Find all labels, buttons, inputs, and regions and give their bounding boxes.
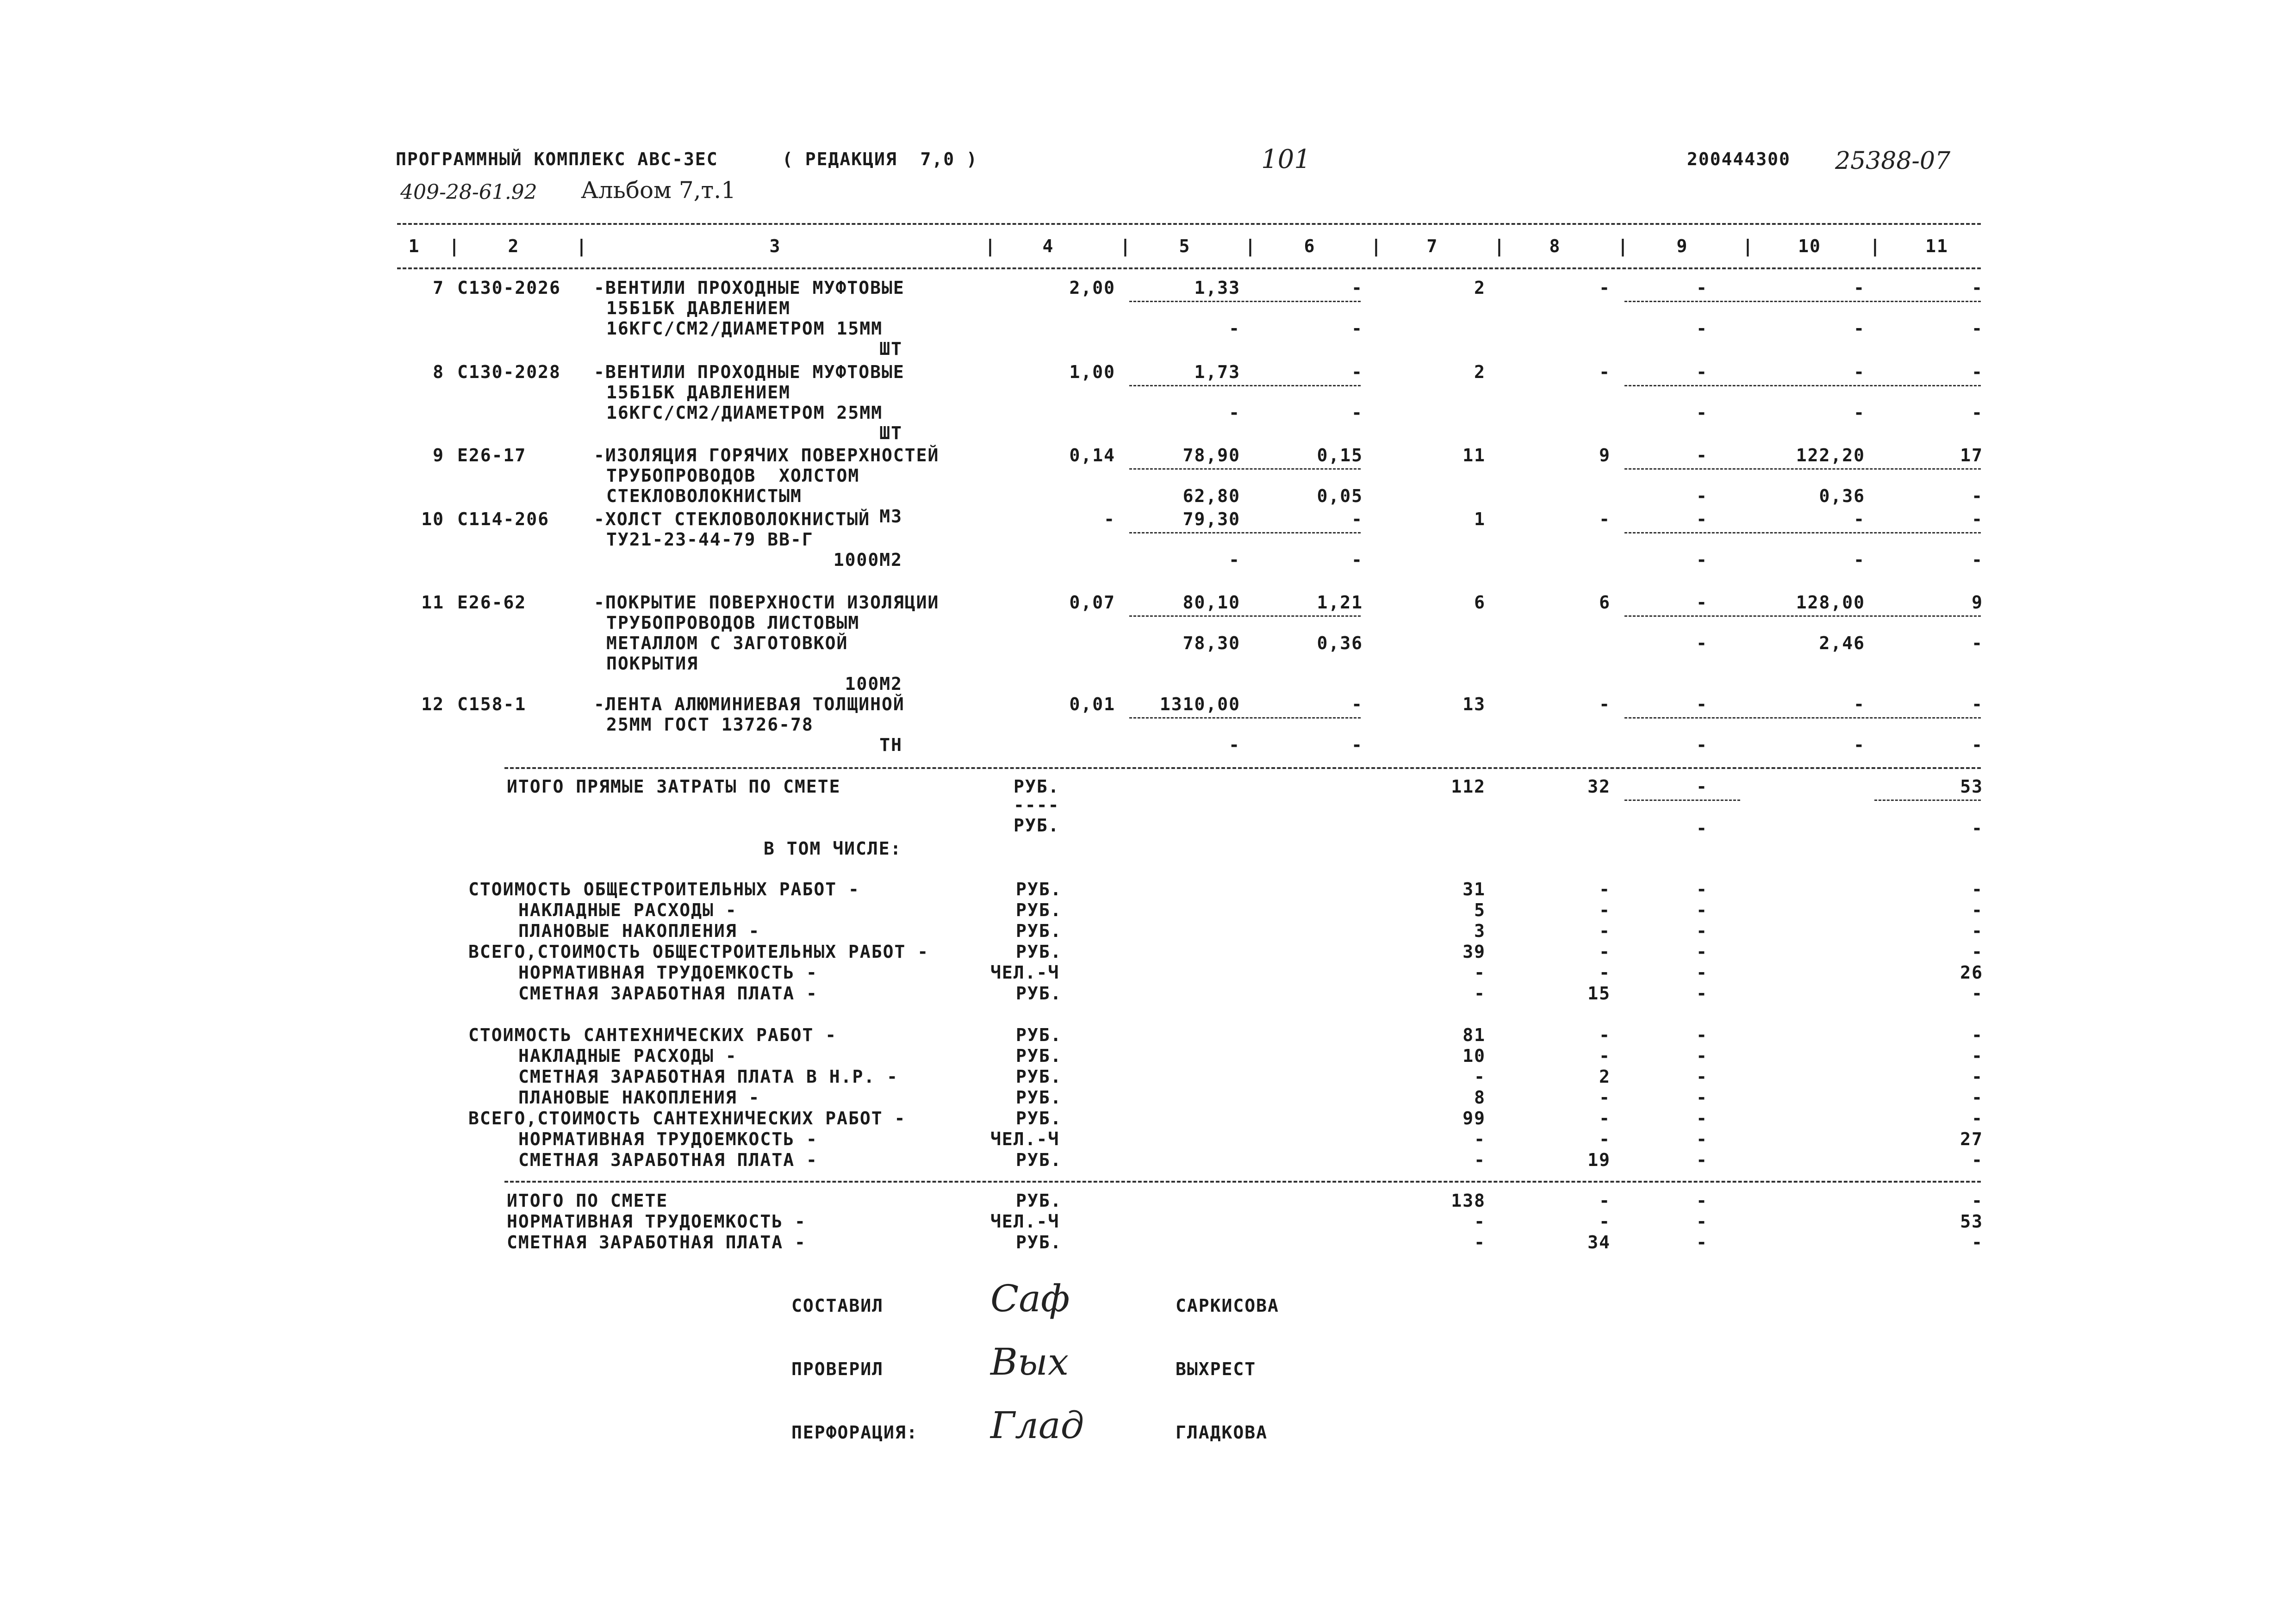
total-col11: - <box>1972 1190 1983 1211</box>
row-col11: - <box>1972 509 1983 529</box>
row-subrule <box>1129 532 1361 533</box>
direct-label: ИТОГО ПРЯМЫЕ ЗАТРАТЫ ПО СМЕТЕ <box>507 776 841 797</box>
group-line-col8: - <box>1599 1087 1611 1108</box>
group-line-unit: РУБ. <box>1016 983 1062 1004</box>
row-description: СТЕКЛОВОЛОКНИСТЫМ <box>606 486 802 506</box>
group-line-col8: - <box>1599 1108 1611 1128</box>
rule-totals <box>504 1181 1981 1183</box>
row-col9: - <box>1696 278 1708 298</box>
handwritten-signature: Глад <box>990 1404 1084 1447</box>
total-label: СМЕТНАЯ ЗАРАБОТНАЯ ПЛАТА - <box>507 1232 806 1252</box>
total-col7: - <box>1474 1211 1486 1232</box>
program-title: ПРОГРАММНЫЙ КОМПЛЕКС АВС-ЗЕС <box>396 149 718 169</box>
group-line-col11: - <box>1972 1150 1983 1170</box>
row-col7: 6 <box>1474 592 1486 613</box>
rule-direct <box>504 767 1981 769</box>
group-line-col11: - <box>1972 921 1983 941</box>
group-line-col9: - <box>1696 1087 1708 1108</box>
row-col6: 0,15 <box>1317 445 1363 465</box>
row-description: -ПОКРЫТИЕ ПОВЕРХНОСТИ ИЗОЛЯЦИИ <box>594 592 940 613</box>
page-number: 101 <box>1261 144 1311 174</box>
row-col9-sub: - <box>1696 735 1708 755</box>
row-col11-sub: - <box>1972 486 1983 506</box>
row-col6: - <box>1351 362 1363 382</box>
group-line-col8: - <box>1599 1129 1611 1149</box>
column-separator: | <box>1870 236 1881 256</box>
group-line-col9: - <box>1696 1025 1708 1045</box>
row-unit: 1000М2 <box>833 550 902 570</box>
row-col8: - <box>1599 362 1611 382</box>
row-col10: 122,20 <box>1796 445 1865 465</box>
group-line-col7: 99 <box>1462 1108 1486 1128</box>
group-line-label: СМЕТНАЯ ЗАРАБОТНАЯ ПЛАТА В Н.Р. - <box>518 1066 898 1087</box>
group-line-label: ВСЕГО,СТОИМОСТЬ ОБЩЕСТРОИТЕЛЬНЫХ РАБОТ - <box>468 942 929 962</box>
row-col7: 11 <box>1462 445 1486 465</box>
row-col10: - <box>1854 509 1865 529</box>
column-header-10: 10 <box>1798 236 1821 256</box>
group-line-col11: - <box>1972 983 1983 1004</box>
group-line-unit: РУБ. <box>1016 921 1062 941</box>
group-line-col8: - <box>1599 879 1611 899</box>
column-header-9: 9 <box>1676 236 1688 256</box>
column-separator: | <box>1494 236 1506 256</box>
direct-col9: - <box>1696 776 1708 797</box>
group-line-col8: - <box>1599 942 1611 962</box>
row-col11: - <box>1972 278 1983 298</box>
row-col9-sub: - <box>1696 550 1708 570</box>
row-col6-sub: 0,05 <box>1317 486 1363 506</box>
column-separator: | <box>576 236 588 256</box>
total-col8: 34 <box>1587 1232 1611 1252</box>
row-subrule <box>1624 532 1981 533</box>
row-col9: - <box>1696 445 1708 465</box>
group-line-col7: - <box>1474 1150 1486 1170</box>
row-col9-sub: - <box>1696 633 1708 653</box>
row-subrule <box>1624 468 1981 470</box>
total-col7: 138 <box>1451 1190 1486 1211</box>
signature-name: САРКИСОВА <box>1176 1296 1279 1316</box>
row-col9-sub: - <box>1696 318 1708 339</box>
column-separator: | <box>1742 236 1754 256</box>
row-col10-sub: - <box>1854 550 1865 570</box>
group-line-unit: РУБ. <box>1016 942 1062 962</box>
group-line-label: НОРМАТИВНАЯ ТРУДОЕМКОСТЬ - <box>518 962 818 983</box>
column-header-8: 8 <box>1549 236 1561 256</box>
group-line-unit: РУБ. <box>1016 900 1062 920</box>
row-description: 16КГС/СМ2/ДИАМЕТРОМ 15ММ <box>606 318 883 339</box>
direct-col11-sub: - <box>1972 818 1983 838</box>
row-number: 9 <box>433 445 444 465</box>
direct-col11: 53 <box>1960 776 1983 797</box>
group-line-col7: 31 <box>1462 879 1486 899</box>
row-col5: 79,30 <box>1182 509 1240 529</box>
group-line-col7: 81 <box>1462 1025 1486 1045</box>
group-line-col8: 15 <box>1587 983 1611 1004</box>
row-description: ПОКРЫТИЯ <box>606 653 699 674</box>
row-col4: 1,00 <box>1069 362 1115 382</box>
row-col6-sub: - <box>1351 550 1363 570</box>
row-subrule <box>1129 615 1361 617</box>
signature-name: ВЫХРЕСТ <box>1176 1359 1257 1379</box>
total-unit: РУБ. <box>1016 1232 1062 1252</box>
group-line-col11: - <box>1972 879 1983 899</box>
row-subrule <box>1624 615 1981 617</box>
row-col5-sub: - <box>1229 550 1240 570</box>
row-col9-sub: - <box>1696 403 1708 423</box>
row-col8: - <box>1599 278 1611 298</box>
group-line-col11: 27 <box>1960 1129 1983 1149</box>
row-col6-sub: 0,36 <box>1317 633 1363 653</box>
row-col5-sub: - <box>1229 403 1240 423</box>
group-line-col11: - <box>1972 942 1983 962</box>
group-line-col9: - <box>1696 962 1708 983</box>
group-line-label: СМЕТНАЯ ЗАРАБОТНАЯ ПЛАТА - <box>518 983 818 1004</box>
column-header-6: 6 <box>1304 236 1316 256</box>
group-line-unit: РУБ. <box>1016 1108 1062 1128</box>
row-subrule <box>1129 717 1361 719</box>
including-label: В ТОМ ЧИСЛЕ: <box>764 838 902 859</box>
group-line-unit: ЧЕЛ.-Ч <box>990 962 1060 983</box>
row-col11: - <box>1972 694 1983 714</box>
row-col8: 6 <box>1599 592 1611 613</box>
group-line-unit: РУБ. <box>1016 1025 1062 1045</box>
row-col10-sub: - <box>1854 318 1865 339</box>
doc-number: 25388-07 <box>1835 147 1951 175</box>
total-label: НОРМАТИВНАЯ ТРУДОЕМКОСТЬ - <box>507 1211 806 1232</box>
column-header-4: 4 <box>1042 236 1054 256</box>
row-unit: М3 <box>879 506 902 527</box>
row-col4: 0,07 <box>1069 592 1115 613</box>
group-line-label: СМЕТНАЯ ЗАРАБОТНАЯ ПЛАТА - <box>518 1150 818 1170</box>
column-separator: | <box>1371 236 1382 256</box>
row-number: 10 <box>421 509 444 529</box>
row-col8: - <box>1599 694 1611 714</box>
group-line-col11: - <box>1972 1046 1983 1066</box>
group-line-label: НОРМАТИВНАЯ ТРУДОЕМКОСТЬ - <box>518 1129 818 1149</box>
group-line-label: НАКЛАДНЫЕ РАСХОДЫ - <box>518 1046 737 1066</box>
row-description: 16КГС/СМ2/ДИАМЕТРОМ 25ММ <box>606 403 883 423</box>
row-code: С130-2028 <box>457 362 561 382</box>
signature-name: ГЛАДКОВА <box>1176 1422 1268 1443</box>
row-col9: - <box>1696 592 1708 613</box>
group-line-col9: - <box>1696 921 1708 941</box>
row-code: С130-2026 <box>457 278 561 298</box>
group-line-col11: - <box>1972 1066 1983 1087</box>
group-line-col8: - <box>1599 921 1611 941</box>
row-col7: 13 <box>1462 694 1486 714</box>
column-header-11: 11 <box>1925 236 1948 256</box>
group-line-col8: 2 <box>1599 1066 1611 1087</box>
row-col5: 1,73 <box>1194 362 1240 382</box>
group-line-col11: 26 <box>1960 962 1983 983</box>
total-col11: - <box>1972 1232 1983 1252</box>
row-number: 11 <box>421 592 444 613</box>
row-col5-sub: - <box>1229 318 1240 339</box>
direct-unit2: РУБ. <box>1014 815 1060 836</box>
row-col7: 1 <box>1474 509 1486 529</box>
total-unit: РУБ. <box>1016 1190 1062 1211</box>
row-unit: 100М2 <box>845 674 902 694</box>
row-col11-sub: - <box>1972 633 1983 653</box>
column-header-2: 2 <box>508 236 520 256</box>
rule-head-bottom <box>397 267 1981 269</box>
rule-top <box>397 223 1981 225</box>
group-line-label: СТОИМОСТЬ САНТЕХНИЧЕСКИХ РАБОТ - <box>468 1025 837 1045</box>
row-description: ТРУБОПРОВОДОВ ХОЛСТОМ <box>606 465 860 486</box>
group-line-label: СТОИМОСТЬ ОБЩЕСТРОИТЕЛЬНЫХ РАБОТ - <box>468 879 860 899</box>
row-col4: 0,14 <box>1069 445 1115 465</box>
group-line-label: НАКЛАДНЫЕ РАСХОДЫ - <box>518 900 737 920</box>
row-col7: 2 <box>1474 278 1486 298</box>
row-col10-sub: - <box>1854 403 1865 423</box>
row-col11-sub: - <box>1972 735 1983 755</box>
row-description: -ЛЕНТА АЛЮМИНИЕВАЯ ТОЛЩИНОЙ <box>594 694 905 714</box>
group-line-col9: - <box>1696 1046 1708 1066</box>
total-col9: - <box>1696 1190 1708 1211</box>
group-line-col7: 10 <box>1462 1046 1486 1066</box>
column-header-5: 5 <box>1179 236 1191 256</box>
total-col11: 53 <box>1960 1211 1983 1232</box>
group-line-col7: 39 <box>1462 942 1486 962</box>
column-header-7: 7 <box>1426 236 1438 256</box>
row-col10-sub: 0,36 <box>1819 486 1865 506</box>
column-separator: | <box>985 236 996 256</box>
group-line-col8: - <box>1599 1046 1611 1066</box>
row-col6: - <box>1351 278 1363 298</box>
group-line-col7: 8 <box>1474 1087 1486 1108</box>
row-col5-sub: - <box>1229 735 1240 755</box>
row-col6: - <box>1351 694 1363 714</box>
row-col5: 1310,00 <box>1159 694 1240 714</box>
row-col5: 78,90 <box>1182 445 1240 465</box>
row-subrule <box>1624 301 1981 302</box>
column-header-3: 3 <box>769 236 781 256</box>
row-unit: ШТ <box>879 423 902 443</box>
signature-role: СОСТАВИЛ <box>791 1296 884 1316</box>
group-line-col7: - <box>1474 962 1486 983</box>
edition: ( РЕДАКЦИЯ 7,0 ) <box>782 149 978 169</box>
row-col8: 9 <box>1599 445 1611 465</box>
row-col7: 2 <box>1474 362 1486 382</box>
group-line-col7: 3 <box>1474 921 1486 941</box>
row-col6: 1,21 <box>1317 592 1363 613</box>
row-col10-sub: 2,46 <box>1819 633 1865 653</box>
group-line-col11: - <box>1972 1087 1983 1108</box>
row-col5-sub: 62,80 <box>1182 486 1240 506</box>
row-col9: - <box>1696 509 1708 529</box>
row-col10-sub: - <box>1854 735 1865 755</box>
row-description: ТРУБОПРОВОДОВ ЛИСТОВЫМ <box>606 613 860 633</box>
row-col6: - <box>1351 509 1363 529</box>
group-line-unit: ЧЕЛ.-Ч <box>990 1129 1060 1149</box>
group-line-unit: РУБ. <box>1016 1046 1062 1066</box>
direct-subrule <box>1874 800 1981 801</box>
row-description: -ВЕНТИЛИ ПРОХОДНЫЕ МУФТОВЫЕ <box>594 362 905 382</box>
row-col4: 2,00 <box>1069 278 1115 298</box>
group-line-col11: - <box>1972 900 1983 920</box>
direct-col8: 32 <box>1587 776 1611 797</box>
group-line-unit: РУБ. <box>1016 1150 1062 1170</box>
row-subrule <box>1129 301 1361 302</box>
group-line-col11: - <box>1972 1108 1983 1128</box>
row-col6-sub: - <box>1351 403 1363 423</box>
column-separator: | <box>1245 236 1257 256</box>
row-code: Е26-17 <box>457 445 527 465</box>
group-line-col9: - <box>1696 900 1708 920</box>
row-col10: - <box>1854 278 1865 298</box>
row-col5: 80,10 <box>1182 592 1240 613</box>
row-col4: - <box>1104 509 1115 529</box>
group-line-col8: - <box>1599 900 1611 920</box>
group-line-unit: РУБ. <box>1016 1087 1062 1108</box>
group-line-col11: - <box>1972 1025 1983 1045</box>
row-description: -ВЕНТИЛИ ПРОХОДНЫЕ МУФТОВЫЕ <box>594 278 905 298</box>
column-separator: | <box>1120 236 1132 256</box>
row-col11: 17 <box>1960 445 1983 465</box>
project-number: 409-28-61.92 <box>400 180 537 204</box>
column-separator: | <box>1618 236 1629 256</box>
group-line-col7: - <box>1474 1129 1486 1149</box>
row-description: 15Б1БК ДАВЛЕНИЕМ <box>606 382 791 403</box>
row-number: 12 <box>421 694 444 714</box>
group-line-col9: - <box>1696 942 1708 962</box>
group-line-col8: - <box>1599 1025 1611 1045</box>
row-col5: 1,33 <box>1194 278 1240 298</box>
group-line-col9: - <box>1696 983 1708 1004</box>
row-code: Е26-62 <box>457 592 527 613</box>
row-subrule <box>1624 385 1981 386</box>
row-description: -ИЗОЛЯЦИЯ ГОРЯЧИХ ПОВЕРХНОСТЕЙ <box>594 445 940 465</box>
signature-role: ПРОВЕРИЛ <box>791 1359 884 1379</box>
total-col8: - <box>1599 1211 1611 1232</box>
column-header-1: 1 <box>408 236 420 256</box>
direct-col9-sub: - <box>1696 818 1708 838</box>
row-subrule <box>1129 468 1361 470</box>
group-line-col9: - <box>1696 1108 1708 1128</box>
row-col11-sub: - <box>1972 403 1983 423</box>
row-number: 8 <box>433 362 444 382</box>
direct-unit-sep: ---- <box>1014 795 1060 815</box>
direct-unit: РУБ. <box>1014 776 1060 797</box>
row-col8: - <box>1599 509 1611 529</box>
group-line-col9: - <box>1696 1129 1708 1149</box>
group-line-label: ВСЕГО,СТОИМОСТЬ САНТЕХНИЧЕСКИХ РАБОТ - <box>468 1108 906 1128</box>
total-col9: - <box>1696 1211 1708 1232</box>
row-col9-sub: - <box>1696 486 1708 506</box>
group-line-col9: - <box>1696 879 1708 899</box>
row-description: 25ММ ГОСТ 13726-78 <box>606 714 814 735</box>
row-col10: - <box>1854 694 1865 714</box>
group-line-unit: РУБ. <box>1016 879 1062 899</box>
row-number: 7 <box>433 278 444 298</box>
row-col6-sub: - <box>1351 318 1363 339</box>
row-code: С114-206 <box>457 509 550 529</box>
handwritten-signature: Саф <box>990 1277 1070 1320</box>
row-unit: ТН <box>879 735 902 755</box>
total-unit: ЧЕЛ.-Ч <box>990 1211 1060 1232</box>
row-description: 15Б1БК ДАВЛЕНИЕМ <box>606 298 791 318</box>
row-description: МЕТАЛЛОМ С ЗАГОТОВКОЙ <box>606 633 848 653</box>
album: Альбом 7,т.1 <box>581 177 736 204</box>
row-code: С158-1 <box>457 694 527 714</box>
row-col6-sub: - <box>1351 735 1363 755</box>
row-subrule <box>1624 717 1981 719</box>
total-col7: - <box>1474 1232 1486 1252</box>
group-line-col8: 19 <box>1587 1150 1611 1170</box>
handwritten-signature: Вых <box>990 1340 1069 1383</box>
row-col9: - <box>1696 362 1708 382</box>
direct-col7: 112 <box>1451 776 1486 797</box>
signature-role: ПЕРФОРАЦИЯ: <box>791 1422 918 1443</box>
row-col11: 9 <box>1972 592 1983 613</box>
doc-code: 200444300 <box>1687 149 1791 169</box>
total-col9: - <box>1696 1232 1708 1252</box>
group-line-col9: - <box>1696 1150 1708 1170</box>
row-col11: - <box>1972 362 1983 382</box>
direct-subrule <box>1624 800 1740 801</box>
group-line-col7: - <box>1474 1066 1486 1087</box>
group-line-unit: РУБ. <box>1016 1066 1062 1087</box>
row-description: ТУ21-23-44-79 ВВ-Г <box>606 529 814 550</box>
group-line-col7: 5 <box>1474 900 1486 920</box>
row-col5-sub: 78,30 <box>1182 633 1240 653</box>
total-label: ИТОГО ПО СМЕТЕ <box>507 1190 668 1211</box>
group-line-col7: - <box>1474 983 1486 1004</box>
row-col11-sub: - <box>1972 550 1983 570</box>
row-col11-sub: - <box>1972 318 1983 339</box>
row-col10: - <box>1854 362 1865 382</box>
row-col10: 128,00 <box>1796 592 1865 613</box>
column-separator: | <box>449 236 460 256</box>
row-col4: 0,01 <box>1069 694 1115 714</box>
group-line-label: ПЛАНОВЫЕ НАКОПЛЕНИЯ - <box>518 921 760 941</box>
row-subrule <box>1129 385 1361 386</box>
total-col8: - <box>1599 1190 1611 1211</box>
group-line-label: ПЛАНОВЫЕ НАКОПЛЕНИЯ - <box>518 1087 760 1108</box>
group-line-col9: - <box>1696 1066 1708 1087</box>
group-line-col8: - <box>1599 962 1611 983</box>
row-unit: ШТ <box>879 339 902 359</box>
row-description: -ХОЛСТ СТЕКЛОВОЛОКНИСТЫЙ <box>594 509 871 529</box>
row-col9: - <box>1696 694 1708 714</box>
